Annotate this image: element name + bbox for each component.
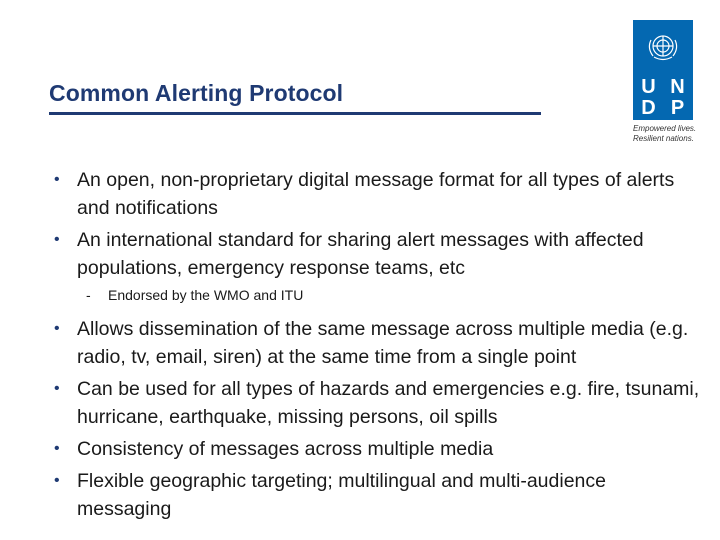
logo-tagline [633, 124, 703, 144]
bullet-item: • Allows dissemination of the same message across multiple media (e.g. radio, tv, email, siren) at the same time from a single point [52, 315, 702, 371]
un-emblem-icon [633, 20, 693, 76]
bullet-content [52, 166, 702, 527]
slide-title: Common Alerting Protocol [49, 80, 344, 106]
bullet-list [52, 166, 702, 523]
tagline-line-1: Empowered lives. [633, 124, 697, 133]
undp-logo [633, 20, 693, 120]
bullet-item: • Flexible geographic targeting; multilingual and multi-audience messaging [52, 467, 702, 523]
title-underline [49, 112, 541, 115]
logo-letter-p: P [670, 97, 685, 119]
sub-bullet-item: - Endorsed by the WMO and ITU [52, 285, 702, 305]
bullet-item: • An open, non-proprietary digital message format for all types of alerts and notifications [52, 166, 702, 222]
logo-letter-d: D [641, 97, 656, 119]
bullet-item: • Can be used for all types of hazards and emergencies e.g. fire, tsunami, hurricane, earthquake, missing persons, oil spills [52, 375, 702, 431]
logo-letter-n: N [670, 76, 685, 98]
bullet-item: • Consistency of messages across multiple media [52, 435, 702, 463]
tagline-line-2: Resilient nations. [633, 134, 694, 143]
bullet-item: • An international standard for sharing alert messages with affected populations, emergency response teams, etc [52, 226, 702, 282]
logo-letter-u: U [641, 76, 656, 98]
